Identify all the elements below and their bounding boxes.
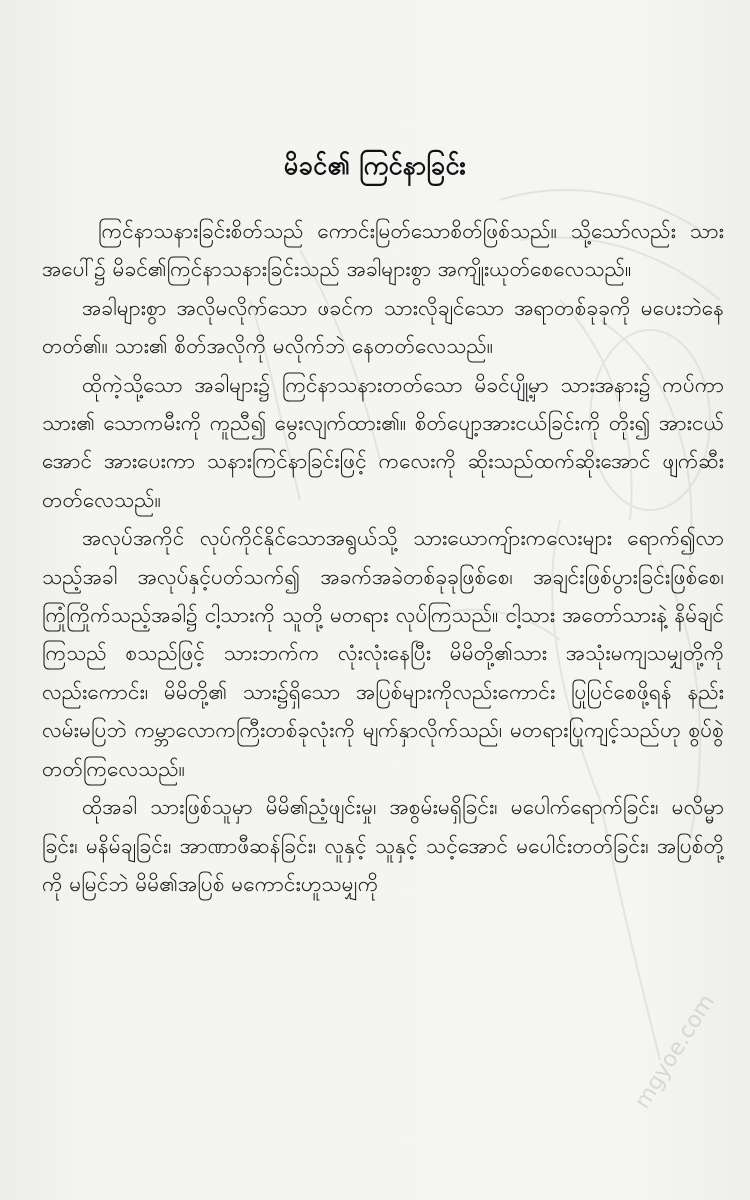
page-title: မိခင်၏ ကြင်နာခြင်း (283, 151, 467, 180)
site-watermark: mgyoe.com (630, 990, 720, 1114)
paragraph: အလုပ်အကိုင် လုပ်ကိုင်နိုင်သောအရွယ်သို့ သားယောကျ်ားကလေးများ ရောက်၍လာသည့်အခါ အလုပ်နှင့်ပတ်သက်၍ အခက်အခဲတစ်ခုခုဖြစ်စေ၊ အချင်းဖြစ်ပွားခြင်းဖြစ်စေ၊ ကြုံကြိုက်သည့်အခါ၌ ငါ့သားကို သူတို့ မတရား လုပ်ကြသည်။ ငါ့သား အတော်သားနဲ့ နိမ်ချင်ကြသည် စသည်ဖြင့် သားဘက်က လုံးလုံးနေပြီး မိမိတို့၏သား အသုံးမကျသမျှတို့ကိုလည်းကောင်း၊ မိမိတို့၏ သား၌ရှိသော အပြစ်များကိုလည်းကောင်း ပြုပြင်စေဖို့ရန် နည်းလမ်းမပြဘဲ ကမ္ဘာလောကကြီးတစ်ခုလုံးကို မျက်နှာလိုက်သည်၊ မတရားပြုကျင့်သည်ဟု စွပ်စွဲတတ်ကြလေသည်။ (42, 526, 724, 781)
paragraph: ကြင်နာသနားခြင်းစိတ်သည် ကောင်းမြတ်သောစိတ်ဖြစ်သည်။ သို့သော်လည်း သားအပေါ်၌ မိခင်၏ကြင်နာသနားခြင်းသည် အခါများစွာ အကျိုးယုတ်စေလေသည်။ (42, 219, 724, 282)
paragraph: ထိုအခါ သားဖြစ်သူမှာ မိမိ၏ညံ့ဖျင်းမှု၊ အစွမ်းမရှိခြင်း၊ မပေါက်ရောက်ခြင်း၊ မလိမ္မာခြင်း၊ မနိမ်ချခြင်း၊ အာဏာဖီဆန်ခြင်း၊ လူနှင့် သူနှင့် သင့်အောင် မပေါင်းတတ်ခြင်း၊ အပြစ်တို့ကို မမြင်ဘဲ မိမိ၏အပြစ် မကောင်းဟူသမျှကို (42, 795, 724, 896)
paragraph: အခါများစွာ အလိုမလိုက်သော ဖခင်က သားလိုချင်သော အရာတစ်ခုခုကို မပေးဘဲနေတတ်၏။ သား၏ စိတ်အလိုကို မလိုက်ဘဲ နေတတ်လေသည်။ (42, 295, 724, 359)
paragraph: ထိုကဲ့သို့သော အခါများ၌ ကြင်နာသနားတတ်သော မိခင်ပျို့မှာ သားအနား၌ ကပ်ကာ သား၏ သောကမီးကို ကူညီ၍ မွေးလျက်ထား၏။ စိတ်ပျော့အားငယ်ခြင်းကို တိုး၍ အားငယ်အောင် အားပေးကာ သနားကြင်နာခြင်းဖြင့် ကလေးကို ဆိုးသည်ထက်ဆိုးအောင် ဖျက်ဆီးတတ်လေသည်။ (42, 372, 724, 512)
body-text (42, 212, 724, 903)
